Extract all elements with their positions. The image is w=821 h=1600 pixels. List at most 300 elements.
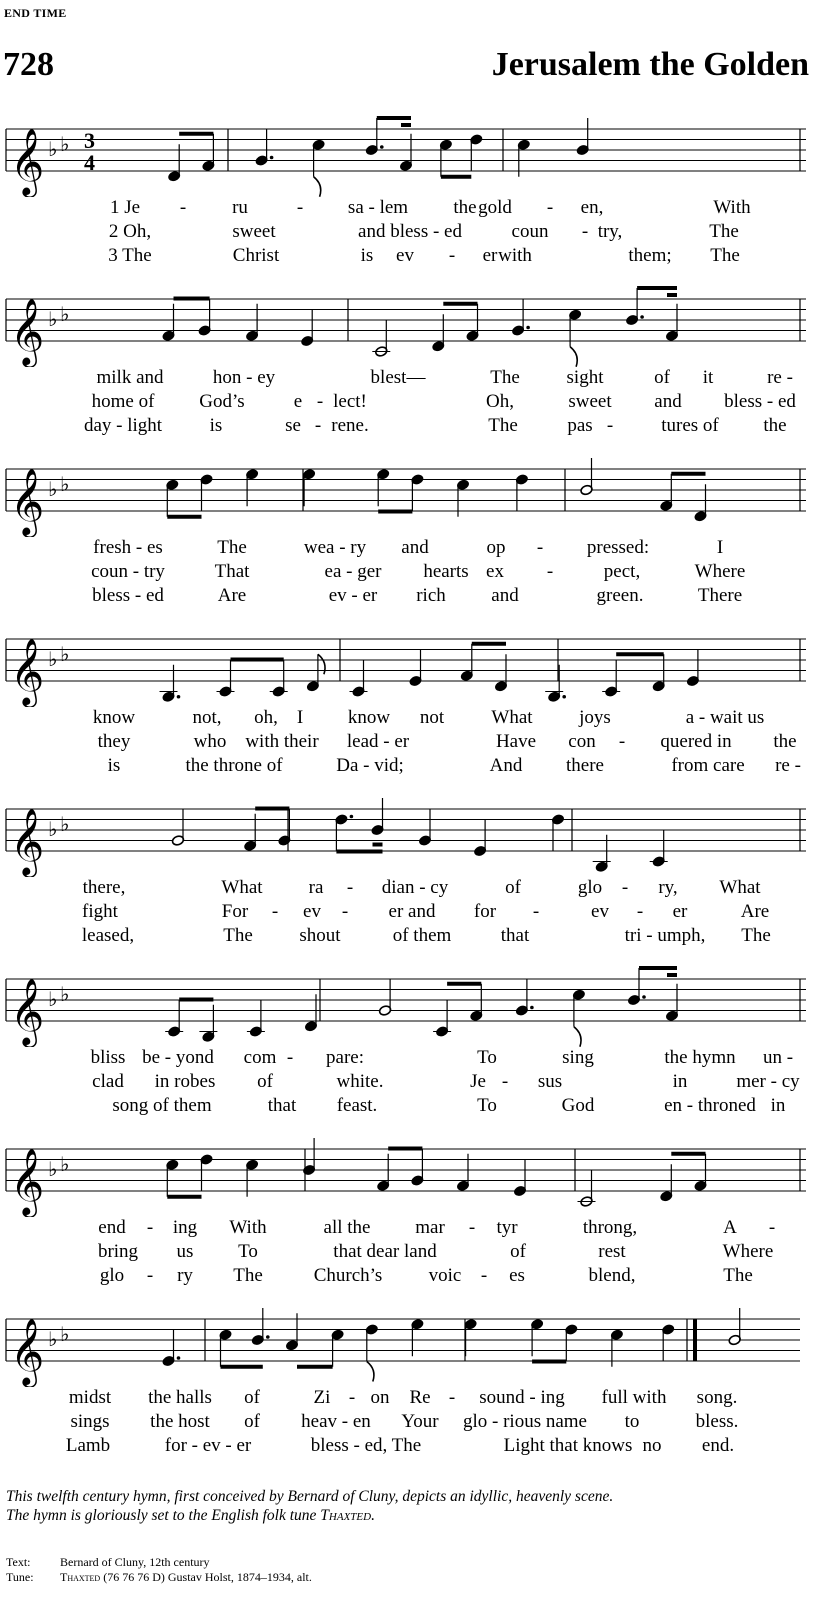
- text-credit: [6, 1555, 312, 1570]
- lyric-syllable: I: [716, 537, 724, 558]
- flat-icon: ♭: [60, 1321, 70, 1346]
- lyric-syllable: is: [209, 415, 223, 436]
- lyric-syllable: re -: [767, 367, 793, 388]
- music-system: [0, 447, 821, 607]
- flat-icon: ♭: [48, 477, 58, 501]
- lyric-syllable: The: [217, 537, 247, 558]
- lyric-syllable: en,: [580, 197, 604, 218]
- syllable-hyphen: -: [532, 901, 540, 922]
- note-flag: [318, 654, 325, 674]
- lyric-syllable: to: [624, 1411, 640, 1432]
- lyric-syllable: day - light: [83, 415, 163, 436]
- lyric-syllable: that: [500, 925, 530, 946]
- lyric-line-verse-1: [0, 1387, 821, 1411]
- flat-icon: ♭: [60, 471, 70, 496]
- lyric-syllable: To: [238, 1241, 258, 1262]
- lyric-syllable: know: [92, 707, 136, 728]
- lyric-syllable: for: [473, 901, 497, 922]
- lyric-syllable: ex: [486, 561, 504, 582]
- augmentation-dot: [642, 995, 646, 999]
- staff: [0, 787, 821, 877]
- tune-credit-label: Tune:: [6, 1570, 34, 1584]
- lyric-syllable: er: [672, 901, 688, 922]
- lyric-syllable: it: [702, 367, 714, 388]
- lyric-syllable: Da - vid;: [336, 755, 404, 776]
- augmentation-dot: [350, 815, 354, 819]
- lyric-line-verse-1: [0, 1047, 821, 1071]
- lyric-syllable: there: [566, 755, 604, 776]
- staff: [0, 1297, 821, 1387]
- lyric-line-verse-1: [0, 707, 821, 731]
- lyric-syllable: not: [419, 707, 445, 728]
- lyric-syllable: sound - ing: [479, 1387, 565, 1408]
- lyric-syllable: who: [193, 731, 227, 752]
- augmentation-dot: [640, 315, 644, 319]
- lyric-line-verse-3: [0, 1435, 821, 1459]
- augmentation-dot: [530, 1006, 534, 1010]
- flat-icon: ♭: [48, 307, 58, 331]
- music-system: [0, 1127, 821, 1287]
- lyric-syllable: dian - cy: [381, 877, 449, 898]
- lyric-syllable: there,: [82, 877, 126, 898]
- lyric-syllable: sus: [537, 1071, 563, 1092]
- lyric-syllable: Have: [495, 731, 537, 752]
- lyric-syllable: fight: [82, 901, 118, 922]
- syllable-hyphen: -: [146, 1217, 154, 1238]
- lyric-syllable: sings: [70, 1411, 110, 1432]
- lyric-syllable: coun: [511, 221, 549, 242]
- lyric-syllable: be - yond: [142, 1047, 214, 1068]
- treble-clef-icon: 𝄞: [10, 977, 45, 1045]
- lyric-syllable: on: [370, 1387, 390, 1408]
- flat-icon: ♭: [48, 647, 58, 671]
- lyric-syllable: that dear land: [333, 1241, 437, 1262]
- lyric-syllable: With: [713, 197, 751, 218]
- lyric-syllable: quered in: [660, 731, 732, 752]
- lyric-syllable: lead - er: [346, 731, 410, 752]
- lyric-syllable: ev: [591, 901, 609, 922]
- lyric-syllable: know: [347, 707, 391, 728]
- lyric-syllable: in: [770, 1095, 786, 1116]
- music-system: [0, 787, 821, 947]
- treble-clef-icon: 𝄞: [10, 1317, 45, 1385]
- syllable-hyphen: -: [179, 197, 187, 218]
- syllable-hyphen: -: [768, 1217, 776, 1238]
- note-flag: [314, 177, 321, 197]
- lyric-syllable: feast.: [336, 1095, 378, 1116]
- syllable-hyphen: -: [536, 537, 544, 558]
- lyric-line-verse-1: [0, 537, 821, 561]
- music-system: [0, 277, 821, 437]
- tune-credit-name: Thaxted: [60, 1570, 101, 1584]
- lyric-syllable: hon - ey: [212, 367, 276, 388]
- lyric-syllable: 3 The: [108, 245, 152, 266]
- description-period: .: [371, 1507, 375, 1524]
- augmentation-dot: [177, 695, 181, 699]
- syllable-hyphen: -: [341, 901, 349, 922]
- flat-icon: ♭: [60, 301, 70, 326]
- note-flag: [570, 347, 577, 367]
- lyric-syllable: com: [243, 1047, 277, 1068]
- lyric-syllable: pressed:: [586, 537, 650, 558]
- lyric-syllable: the: [773, 731, 797, 752]
- lyric-syllable: in robes: [154, 1071, 216, 1092]
- lyric-syllable: bless - ed, The: [310, 1435, 422, 1456]
- lyric-syllable: the throne of: [185, 755, 283, 776]
- lyric-syllable: For: [221, 901, 249, 922]
- syllable-hyphen: -: [146, 1265, 154, 1286]
- lyric-syllable: en - throned: [664, 1095, 756, 1116]
- lyric-syllable: ev - er: [328, 585, 378, 606]
- lyric-syllable: of: [505, 877, 521, 898]
- lyric-syllable: ea - ger: [324, 561, 382, 582]
- lyric-syllable: tyr: [496, 1217, 518, 1238]
- lyric-syllable: To: [477, 1047, 497, 1068]
- lyric-syllable: Light that knows: [503, 1435, 633, 1456]
- lyric-syllable: sa - lem: [347, 197, 409, 218]
- lyric-syllable: end: [98, 1217, 126, 1238]
- lyric-line-verse-2: [0, 1071, 821, 1095]
- flat-icon: ♭: [48, 987, 58, 1011]
- lyric-syllable: blest—: [370, 367, 426, 388]
- lyric-syllable: heav - en: [301, 1411, 371, 1432]
- syllable-hyphen: -: [348, 1387, 356, 1408]
- lyric-syllable: The: [490, 367, 520, 388]
- lyric-syllable: the: [453, 197, 477, 218]
- lyric-syllable: Oh,: [486, 391, 514, 412]
- lyric-syllable: What: [491, 707, 533, 728]
- syllable-hyphen: -: [296, 197, 304, 218]
- lyric-syllable: A: [723, 1217, 737, 1238]
- lyric-syllable: with: [498, 245, 532, 266]
- lyric-syllable: pas: [567, 415, 593, 436]
- lyric-syllable: is: [360, 245, 374, 266]
- lyric-syllable: rich: [416, 585, 446, 606]
- lyric-syllable: of: [654, 367, 670, 388]
- lyric-syllable: Christ: [232, 245, 280, 266]
- lyric-syllable: To: [477, 1095, 497, 1116]
- lyric-line-verse-1: [0, 197, 821, 221]
- lyric-line-verse-2: [0, 391, 821, 415]
- lyric-syllable: Where: [694, 561, 746, 582]
- lyric-syllable: oh,: [254, 707, 278, 728]
- treble-clef-icon: 𝄞: [10, 467, 45, 535]
- lyric-syllable: of: [510, 1241, 526, 1262]
- lyric-syllable: with their: [245, 731, 319, 752]
- hymn-title: Jerusalem the Golden: [491, 46, 809, 83]
- lyric-syllable: sweet: [568, 391, 612, 412]
- staff: [0, 617, 821, 707]
- lyric-line-verse-2: [0, 731, 821, 755]
- lyric-line-verse-1: [0, 367, 821, 391]
- lyric-syllable: song of them: [112, 1095, 212, 1116]
- lyric-syllable: bless.: [695, 1411, 739, 1432]
- lyric-syllable: I: [296, 707, 304, 728]
- lyric-syllable: for - ev - er: [164, 1435, 252, 1456]
- lyric-syllable: and bless - ed: [358, 221, 462, 242]
- lyric-line-verse-2: [0, 1241, 821, 1265]
- lyric-syllable: ru: [232, 197, 248, 218]
- lyric-syllable: voic: [428, 1265, 462, 1286]
- lyric-syllable: from care: [671, 755, 745, 776]
- lyric-syllable: they: [97, 731, 131, 752]
- lyric-line-verse-2: [0, 901, 821, 925]
- lyric-syllable: glo: [99, 1265, 125, 1286]
- lyric-syllable: ra: [308, 877, 324, 898]
- flat-icon: ♭: [60, 131, 70, 156]
- augmentation-dot: [270, 156, 274, 160]
- lyric-syllable: us: [176, 1241, 194, 1262]
- syllable-hyphen: -: [286, 1047, 294, 1068]
- lyric-syllable: and: [491, 585, 519, 606]
- lyric-syllable: The: [223, 925, 253, 946]
- lyric-syllable: er: [482, 245, 498, 266]
- lyric-line-verse-2: [0, 1411, 821, 1435]
- lyric-syllable: that: [267, 1095, 297, 1116]
- lyric-syllable: gold: [478, 197, 512, 218]
- augmentation-dot: [380, 145, 384, 149]
- tune-credit-value: (76 76 76 D) Gustav Holst, 1874–1934, alt.: [100, 1570, 312, 1584]
- lyric-line-verse-3: [0, 245, 821, 269]
- lyric-syllable: midst: [68, 1387, 112, 1408]
- time-signature-top: 3: [84, 128, 95, 153]
- lyric-syllable: song.: [696, 1387, 738, 1408]
- lyric-syllable: With: [229, 1217, 267, 1238]
- staff: [0, 957, 821, 1047]
- lyric-syllable: all the: [323, 1217, 371, 1238]
- text-credit-value: Bernard of Cluny, 12th century: [60, 1555, 210, 1569]
- lyric-syllable: There: [697, 585, 743, 606]
- syllable-hyphen: -: [314, 415, 322, 436]
- lyric-syllable: Are: [740, 901, 770, 922]
- staff: [0, 447, 821, 537]
- syllable-hyphen: -: [636, 901, 644, 922]
- lyric-syllable: white.: [336, 1071, 384, 1092]
- lyric-syllable: bless - ed: [92, 585, 164, 606]
- syllable-hyphen: -: [448, 245, 456, 266]
- lyric-syllable: them;: [628, 245, 672, 266]
- section-label: END TIME: [4, 6, 67, 20]
- treble-clef-icon: 𝄞: [10, 1147, 45, 1215]
- lyric-line-verse-3: [0, 755, 821, 779]
- lyric-syllable: bliss: [90, 1047, 126, 1068]
- lyric-line-verse-3: [0, 415, 821, 439]
- lyric-line-verse-3: [0, 585, 821, 609]
- lyric-syllable: se: [285, 415, 301, 436]
- lyric-syllable: e: [293, 391, 303, 412]
- lyric-syllable: and: [654, 391, 682, 412]
- lyric-syllable: Church’s: [313, 1265, 383, 1286]
- music-system: [0, 107, 821, 267]
- lyric-syllable: rest: [598, 1241, 626, 1262]
- lyric-syllable: lect!: [333, 391, 367, 412]
- treble-clef-icon: 𝄞: [10, 807, 45, 875]
- lyric-syllable: leased,: [81, 925, 135, 946]
- lyric-syllable: What: [221, 877, 263, 898]
- lyric-line-verse-3: [0, 1265, 821, 1289]
- lyric-syllable: bring: [97, 1241, 139, 1262]
- staff: [0, 107, 821, 197]
- syllable-hyphen: -: [546, 561, 554, 582]
- lyric-syllable: 2 Oh,: [108, 221, 152, 242]
- lyric-line-verse-1: [0, 1217, 821, 1241]
- lyric-syllable: the: [763, 415, 787, 436]
- lyric-syllable: Your: [401, 1411, 439, 1432]
- lyric-syllable: blend,: [588, 1265, 636, 1286]
- syllable-hyphen: -: [546, 197, 554, 218]
- lyric-syllable: pare:: [326, 1047, 364, 1068]
- augmentation-dot: [266, 1335, 270, 1339]
- lyric-syllable: wea - ry: [303, 537, 367, 558]
- lyric-syllable: of: [244, 1411, 260, 1432]
- lyric-syllable: un -: [762, 1047, 794, 1068]
- lyric-syllable: green.: [596, 585, 644, 606]
- lyric-syllable: full with: [601, 1387, 667, 1408]
- lyric-syllable: ry,: [658, 877, 678, 898]
- augmentation-dot: [562, 695, 566, 699]
- lyric-syllable: in: [672, 1071, 688, 1092]
- lyric-syllable: The: [710, 245, 740, 266]
- lyric-syllable: the hymn: [664, 1047, 736, 1068]
- description-line-1: This twelfth century hymn, first conceived by Bernard of Cluny, depicts an idyllic, heavenly scene.: [6, 1488, 614, 1505]
- syllable-hyphen: -: [606, 415, 614, 436]
- lyric-syllable: The: [709, 221, 739, 242]
- note-flag: [367, 1362, 374, 1382]
- treble-clef-icon: 𝄞: [10, 637, 45, 705]
- augmentation-dot: [526, 326, 530, 330]
- lyric-syllable: the halls: [148, 1387, 212, 1408]
- lyric-syllable: glo - rious name: [462, 1411, 588, 1432]
- treble-clef-icon: 𝄞: [10, 297, 45, 365]
- flat-icon: ♭: [60, 811, 70, 836]
- music-system: [0, 617, 821, 777]
- lyric-syllable: and: [401, 537, 429, 558]
- lyric-syllable: Je: [470, 1071, 486, 1092]
- lyric-syllable: Where: [722, 1241, 774, 1262]
- syllable-hyphen: -: [621, 877, 629, 898]
- lyric-syllable: op: [486, 537, 506, 558]
- lyric-syllable: Are: [217, 585, 247, 606]
- syllable-hyphen: -: [618, 731, 626, 752]
- lyric-syllable: That: [214, 561, 250, 582]
- lyric-syllable: mar: [415, 1217, 445, 1238]
- lyric-syllable: er and: [388, 901, 436, 922]
- lyric-line-verse-3: [0, 1095, 821, 1119]
- lyric-syllable: tri - umph,: [624, 925, 706, 946]
- lyric-syllable: try,: [597, 221, 623, 242]
- lyric-syllable: The: [723, 1265, 753, 1286]
- lyric-syllable: throng,: [582, 1217, 638, 1238]
- tune-name: Thaxted: [320, 1507, 372, 1524]
- tune-credit: [6, 1570, 312, 1585]
- lyric-syllable: not,: [192, 707, 222, 728]
- lyric-syllable: sweet: [232, 221, 276, 242]
- lyric-syllable: bless - ed: [724, 391, 796, 412]
- text-credit-label: Text:: [6, 1555, 31, 1569]
- lyric-syllable: the host: [150, 1411, 210, 1432]
- lyric-syllable: pect,: [603, 561, 641, 582]
- lyric-syllable: ev: [396, 245, 414, 266]
- time-signature-bottom: 4: [84, 150, 95, 175]
- augmentation-dot: [177, 1356, 181, 1360]
- lyric-line-verse-2: [0, 221, 821, 245]
- lyric-syllable: ev: [303, 901, 321, 922]
- syllable-hyphen: -: [581, 221, 589, 242]
- lyric-syllable: Zi: [313, 1387, 331, 1408]
- lyric-syllable: ry: [177, 1265, 193, 1286]
- lyric-syllable: The: [488, 415, 518, 436]
- lyric-syllable: coun - try: [91, 561, 165, 582]
- lyric-syllable: a - wait us: [685, 707, 765, 728]
- lyric-syllable: rene.: [331, 415, 369, 436]
- flat-icon: ♭: [60, 1151, 70, 1176]
- lyric-syllable: of: [257, 1071, 273, 1092]
- flat-icon: ♭: [60, 981, 70, 1006]
- lyric-syllable: The: [741, 925, 771, 946]
- lyric-syllable: re -: [775, 755, 801, 776]
- lyric-line-verse-2: [0, 561, 821, 585]
- flat-icon: ♭: [48, 1327, 58, 1351]
- lyric-syllable: glo: [577, 877, 603, 898]
- syllable-hyphen: -: [468, 1217, 476, 1238]
- music-system: [0, 957, 821, 1117]
- lyric-syllable: home of: [91, 391, 155, 412]
- lyric-line-verse-3: [0, 925, 821, 949]
- flat-icon: ♭: [48, 137, 58, 161]
- staff: [0, 277, 821, 367]
- lyric-syllable: of them: [392, 925, 452, 946]
- lyric-syllable: con: [568, 731, 596, 752]
- flat-icon: ♭: [48, 817, 58, 841]
- lyric-syllable: And: [489, 755, 523, 776]
- lyric-syllable: God’s: [199, 391, 245, 412]
- flat-icon: ♭: [48, 1157, 58, 1181]
- syllable-hyphen: -: [316, 391, 324, 412]
- note-flag: [574, 1027, 581, 1047]
- syllable-hyphen: -: [501, 1071, 509, 1092]
- flat-icon: ♭: [60, 641, 70, 666]
- lyric-syllable: 1 Je: [109, 197, 141, 218]
- lyric-syllable: end.: [701, 1435, 735, 1456]
- lyric-syllable: no: [642, 1435, 662, 1456]
- syllable-hyphen: -: [448, 1387, 456, 1408]
- lyric-syllable: Re: [409, 1387, 431, 1408]
- syllable-hyphen: -: [480, 1265, 488, 1286]
- music-system: [0, 1297, 821, 1457]
- lyric-syllable: mer - cy: [736, 1071, 800, 1092]
- syllable-hyphen: -: [346, 877, 354, 898]
- lyric-syllable: What: [719, 877, 761, 898]
- lyric-syllable: joys: [579, 707, 611, 728]
- lyric-syllable: ing: [172, 1217, 198, 1238]
- lyric-syllable: Lamb: [65, 1435, 111, 1456]
- description-line-2: [6, 1506, 816, 1525]
- credits: [6, 1555, 312, 1585]
- hymn-number: 728: [3, 46, 54, 83]
- syllable-hyphen: -: [271, 901, 279, 922]
- lyric-syllable: tures of: [661, 415, 719, 436]
- lyric-syllable: milk and: [96, 367, 164, 388]
- description-text: The hymn is gloriously set to the English folk tune: [6, 1507, 321, 1524]
- lyric-syllable: shout: [299, 925, 341, 946]
- lyric-syllable: hearts: [423, 561, 469, 582]
- lyric-syllable: es: [509, 1265, 525, 1286]
- hymn-description: [6, 1487, 816, 1525]
- staff: [0, 1127, 821, 1217]
- lyric-syllable: fresh - es: [93, 537, 163, 558]
- lyric-syllable: clad: [92, 1071, 124, 1092]
- lyric-syllable: is: [107, 755, 121, 776]
